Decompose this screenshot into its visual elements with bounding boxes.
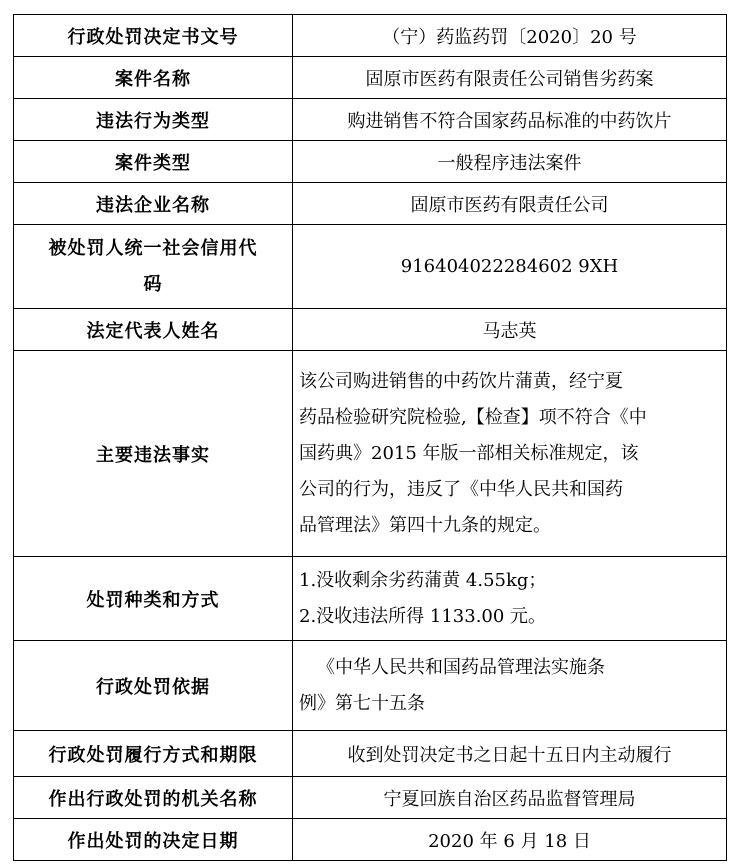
facts-label: 主要违法事实 — [14, 351, 293, 557]
table-row — [14, 777, 727, 819]
table-row — [14, 57, 727, 99]
basis-line: 《中华人民共和国药品管理法实施条 — [317, 656, 605, 678]
facts-line: 药品检验研究院检验,【检查】项不符合《中 — [299, 406, 647, 428]
authority-value: 宁夏回族自治区药品监督管理局 — [293, 777, 727, 819]
penalty-line: 2.没收违法所得 1133.00 元。 — [299, 605, 547, 627]
doc-number-value: （宁）药监药罚〔2020〕20 号 — [293, 15, 727, 57]
table-row — [14, 99, 727, 141]
credit-code-label-line1: 被处罚人统一社会信用代 — [48, 237, 258, 259]
facts-line: 品管理法》第四十九条的规定。 — [299, 514, 551, 536]
penalty-label: 处罚种类和方式 — [14, 557, 293, 641]
table-row — [14, 183, 727, 225]
table-row — [14, 819, 727, 861]
table-row — [14, 225, 727, 309]
case-type-value: 一般程序违法案件 — [293, 141, 727, 183]
legal-rep-label: 法定代表人姓名 — [14, 309, 293, 351]
facts-line: 公司的行为，违反了《中华人民共和国药 — [299, 478, 623, 500]
penalty-info-table — [13, 14, 727, 861]
violation-type-value: 购进销售不符合国家药品标准的中药饮片 — [293, 99, 727, 141]
company-name-label: 违法企业名称 — [14, 183, 293, 225]
fulfillment-label: 行政处罚履行方式和期限 — [14, 731, 293, 777]
penalty-value — [293, 557, 727, 641]
decision-date-label: 作出处罚的决定日期 — [14, 819, 293, 861]
table-row — [14, 731, 727, 777]
legal-rep-value: 马志英 — [293, 309, 727, 351]
credit-code-label — [14, 225, 293, 309]
case-name-label: 案件名称 — [14, 57, 293, 99]
case-name-value: 固原市医药有限责任公司销售劣药案 — [293, 57, 727, 99]
table-row — [14, 557, 727, 641]
violation-type-label: 违法行为类型 — [14, 99, 293, 141]
company-name-value: 固原市医药有限责任公司 — [293, 183, 727, 225]
basis-line: 例》第七十五条 — [299, 692, 425, 714]
fulfillment-value: 收到处罚决定书之日起十五日内主动履行 — [293, 731, 727, 777]
doc-number-label: 行政处罚决定书文号 — [14, 15, 293, 57]
basis-value — [293, 641, 727, 731]
decision-date-value: 2020 年 6 月 18 日 — [293, 819, 727, 861]
authority-label: 作出行政处罚的机关名称 — [14, 777, 293, 819]
table-row — [14, 141, 727, 183]
table-row — [14, 309, 727, 351]
case-type-label: 案件类型 — [14, 141, 293, 183]
facts-line: 该公司购进销售的中药饮片蒲黄，经宁夏 — [299, 370, 623, 392]
table-row — [14, 641, 727, 731]
credit-code-label-line2: 码 — [143, 273, 163, 295]
facts-line: 国药典》2015 年版一部相关标准规定，该 — [299, 442, 639, 464]
facts-value — [293, 351, 727, 557]
penalty-line: 1.没收剩余劣药蒲黄 4.55kg； — [299, 569, 547, 591]
table-row — [14, 15, 727, 57]
credit-code-value: 916404022284602 9XH — [293, 225, 727, 309]
basis-label: 行政处罚依据 — [14, 641, 293, 731]
table-row — [14, 351, 727, 557]
